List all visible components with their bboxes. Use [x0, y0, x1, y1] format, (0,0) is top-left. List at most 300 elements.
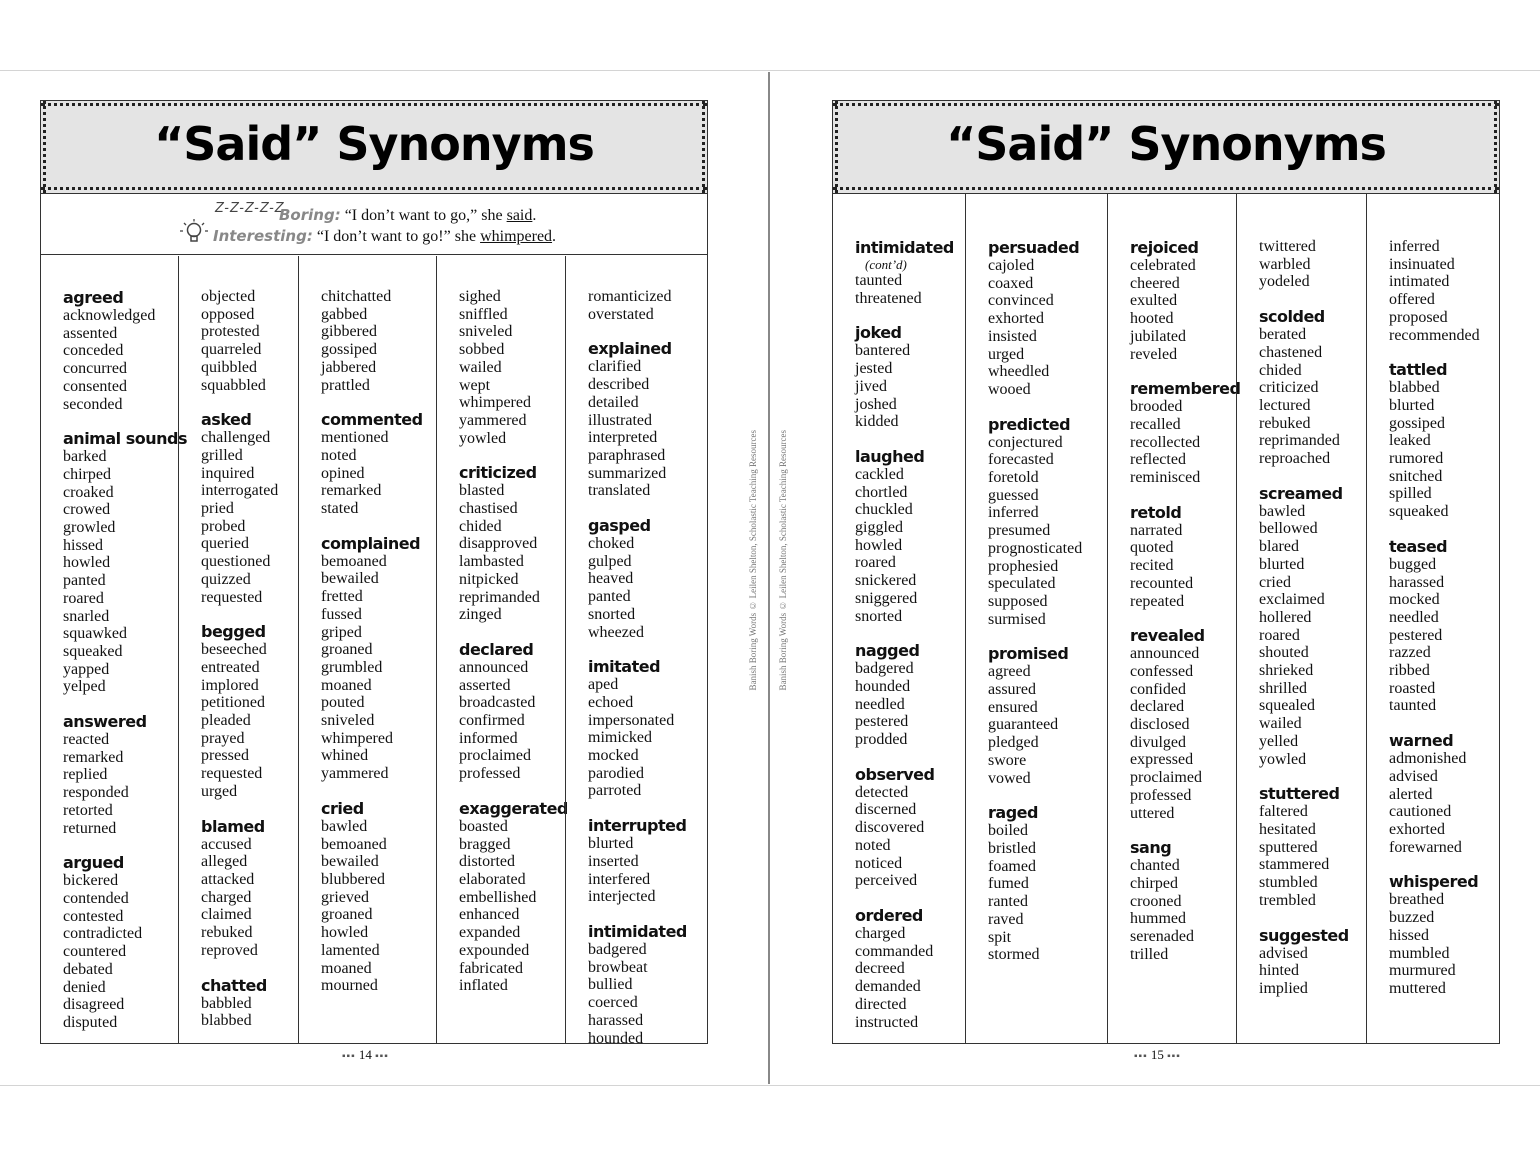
synonym-word: professed — [459, 765, 521, 783]
synonym-word: chirped — [1130, 874, 1178, 892]
synonym-heading: explained — [588, 339, 672, 359]
zzz-text: Z-Z-Z-Z-Z — [215, 201, 285, 216]
synonym-word: conjectured — [988, 433, 1063, 451]
synonym-word: quarreled — [201, 341, 262, 359]
synonym-word: protested — [201, 323, 260, 341]
synonym-word: shrieked — [1259, 662, 1314, 680]
synonym-column — [298, 256, 437, 1043]
synonym-word: directed — [855, 995, 907, 1013]
synonym-word: grieved — [321, 888, 369, 906]
synonym-word: whined — [321, 747, 369, 765]
synonym-word: assented — [63, 324, 118, 342]
synonym-word: recited — [1130, 557, 1174, 575]
synonym-word: exhorted — [988, 310, 1044, 328]
synonym-word: recollected — [1130, 433, 1201, 451]
page-number-right: ▪▪▪ 15 ▪▪▪ — [1134, 1047, 1181, 1062]
synonym-word: repeated — [1130, 592, 1185, 610]
synonym-word: bewailed — [321, 570, 379, 588]
synonym-heading: intimidated — [855, 238, 954, 257]
synonym-word: shrilled — [1259, 679, 1307, 697]
synonym-word: blasted — [459, 482, 505, 500]
synonym-word: swore — [988, 751, 1027, 769]
synonym-word: bugged — [1389, 555, 1437, 573]
synonym-word: bantered — [855, 342, 911, 360]
synonym-word: mentioned — [321, 429, 389, 447]
synonym-word: remarked — [63, 748, 124, 766]
synonym-heading: commented — [321, 410, 423, 430]
synonym-word: vowed — [988, 769, 1031, 787]
synonym-word: crooned — [1130, 892, 1182, 910]
boring-tag: Boring: — [279, 206, 341, 224]
synonym-columns — [833, 194, 1499, 1043]
synonym-word: wailed — [459, 358, 502, 376]
synonym-word: chided — [459, 517, 502, 535]
synonym-columns — [41, 256, 707, 1047]
synonym-word: reproved — [201, 941, 258, 959]
synonym-word: consented — [63, 377, 127, 395]
synonym-heading: chatted — [201, 975, 267, 995]
synonym-word: jived — [855, 377, 887, 395]
synonym-word: squabbled — [201, 376, 266, 394]
synonym-word: quibbled — [201, 358, 257, 376]
synonym-word: needled — [855, 695, 905, 713]
synonym-word: kidded — [855, 413, 899, 431]
synonym-word: razzed — [1389, 644, 1431, 662]
synonym-word: commanded — [855, 942, 934, 960]
synonym-word: hissed — [63, 536, 103, 554]
synonym-word: mumbled — [1389, 944, 1450, 962]
synonym-word: questioned — [201, 553, 271, 571]
synonym-word: heaved — [588, 570, 634, 588]
synonym-word: buzzed — [1389, 909, 1435, 927]
synonym-word: pestered — [855, 713, 909, 731]
synonym-word: described — [588, 376, 650, 394]
synonym-word: bawled — [1259, 502, 1306, 520]
synonym-word: yodeled — [1259, 273, 1310, 291]
synonym-word: yammered — [321, 765, 389, 783]
synonym-heading: answered — [63, 712, 147, 732]
synonym-word: bragged — [459, 835, 511, 853]
synonym-word: alerted — [1389, 785, 1433, 803]
synonym-word: petitioned — [201, 694, 265, 712]
synonym-word: requested — [201, 765, 263, 783]
synonym-word: contradicted — [63, 925, 143, 943]
synonym-heading: nagged — [855, 641, 920, 661]
synonym-word: rumored — [1389, 450, 1444, 468]
synonym-word: blared — [1259, 538, 1299, 556]
synonym-word: alleged — [201, 853, 248, 871]
synonym-word: interfered — [588, 870, 651, 888]
synonym-word: informed — [459, 729, 518, 747]
synonym-heading: teased — [1389, 536, 1448, 556]
synonym-word: bickered — [63, 872, 119, 890]
synonym-word: nitpicked — [459, 570, 519, 588]
synonym-word: gossiped — [321, 341, 377, 359]
synonym-heading: declared — [459, 639, 534, 659]
synonym-word: inquired — [201, 464, 255, 482]
synonym-word: proclaimed — [1130, 769, 1202, 787]
synonym-word: interpreted — [588, 429, 658, 447]
synonym-word: reminisced — [1130, 469, 1201, 487]
title-banner — [833, 101, 1499, 194]
synonym-word: concurred — [63, 360, 127, 378]
synonym-word: blurted — [588, 835, 634, 853]
synonym-word: celebrated — [1130, 257, 1196, 274]
synonym-word: summarized — [588, 464, 667, 482]
synonym-word: rebuked — [1259, 414, 1311, 432]
synonym-word: charged — [855, 924, 906, 942]
synonym-word: whimpered — [459, 394, 531, 412]
synonym-word: reflected — [1130, 451, 1186, 469]
synonym-word: clarified — [588, 358, 642, 376]
synonym-word: recalled — [1130, 415, 1181, 433]
synonym-word: cautioned — [1389, 803, 1452, 821]
synonym-word: forecasted — [988, 451, 1054, 469]
synonym-word: lamented — [321, 941, 380, 959]
synonym-word: gulped — [588, 552, 632, 570]
boring-example — [279, 206, 536, 225]
synonym-heading: imitated — [588, 657, 661, 677]
synonym-word: spit — [988, 928, 1012, 946]
synonym-word: bewailed — [321, 853, 379, 871]
synonym-word: forewarned — [1389, 838, 1462, 856]
synonym-word: cheered — [1130, 274, 1180, 292]
synonym-word: mocked — [1389, 591, 1440, 609]
synonym-word: squealed — [1259, 697, 1315, 715]
synonym-word: lectured — [1259, 396, 1311, 414]
synonym-heading: rejoiced — [1130, 238, 1199, 257]
synonym-word: chastened — [1259, 343, 1323, 361]
synonym-word: accused — [201, 835, 252, 853]
synonym-word: breathed — [1389, 891, 1445, 909]
synonym-heading: argued — [63, 853, 124, 873]
synonym-word: discovered — [855, 819, 925, 837]
synonym-word: joshed — [855, 395, 897, 413]
synonym-word: rebuked — [201, 924, 253, 942]
synonym-word: raved — [988, 910, 1024, 928]
synonym-word: harassed — [588, 1011, 644, 1029]
synonym-heading: intimidated — [588, 921, 687, 941]
synonym-word: ranted — [988, 893, 1028, 911]
synonym-heading: remembered — [1130, 379, 1241, 399]
synonym-word: charged — [201, 888, 252, 906]
synonym-word: retorted — [63, 801, 113, 819]
synonym-word: howled — [321, 924, 369, 942]
synonym-word: inserted — [588, 852, 639, 870]
synonym-word: embellished — [459, 888, 537, 906]
credit-line: Banish Boring Words © Leilen Shelton, Scholastic Teaching Resources — [748, 430, 758, 691]
synonym-word: yowled — [459, 429, 507, 447]
synonym-word: recounted — [1130, 574, 1194, 592]
synonym-word: squawked — [63, 625, 127, 643]
synonym-word: browbeat — [588, 958, 648, 976]
synonym-word: urged — [988, 345, 1025, 363]
synonym-word: overstated — [588, 305, 654, 323]
synonym-word: squeaked — [63, 642, 123, 660]
synonym-word: hounded — [588, 1029, 644, 1047]
synonym-word: trilled — [1130, 945, 1169, 963]
synonym-word: assured — [988, 681, 1036, 699]
synonym-word: snorted — [855, 607, 903, 625]
synonym-word: panted — [63, 572, 106, 590]
synonym-word: presumed — [988, 522, 1051, 540]
synonym-word: cackled — [855, 465, 904, 483]
synonym-word: moaned — [321, 959, 372, 977]
synonym-heading: suggested — [1259, 925, 1349, 945]
synonym-word: boasted — [459, 817, 508, 835]
synonym-word: lambasted — [459, 553, 524, 571]
synonym-word: reprimanded — [1259, 432, 1340, 450]
synonym-word: romanticized — [588, 288, 672, 305]
page-right — [832, 100, 1500, 1044]
synonym-word: foamed — [988, 857, 1036, 875]
synonym-word: blurted — [1389, 396, 1435, 414]
synonym-heading: laughed — [855, 446, 925, 466]
synonym-heading: joked — [855, 323, 902, 343]
synonym-word: exulted — [1130, 292, 1178, 310]
synonym-heading: cried — [321, 798, 364, 818]
synonym-heading: asked — [201, 410, 252, 430]
synonym-word: panted — [588, 588, 631, 606]
synonym-word: claimed — [201, 906, 252, 924]
synonym-word: gabbed — [321, 305, 368, 323]
synonym-word: parroted — [588, 782, 642, 800]
synonym-word: snorted — [588, 605, 636, 623]
synonym-word: demanded — [855, 978, 921, 996]
synonym-word: faltered — [1259, 803, 1308, 821]
synonym-word: crowed — [63, 501, 111, 519]
synonym-word: moaned — [321, 676, 372, 694]
synonym-word: groaned — [321, 906, 373, 924]
synonym-word: pestered — [1389, 626, 1443, 644]
synonym-heading: ordered — [855, 905, 923, 925]
synonym-word: insinuated — [1389, 255, 1455, 273]
synonym-word: jubilated — [1130, 327, 1186, 345]
synonym-word: yowled — [1259, 750, 1307, 768]
synonym-heading: scolded — [1259, 307, 1325, 327]
synonym-word: echoed — [588, 693, 634, 711]
synonym-word: yammered — [459, 411, 527, 429]
continued-note: (cont’d) — [865, 257, 907, 272]
synonym-column — [178, 256, 299, 1043]
synonym-word: roasted — [1389, 679, 1436, 697]
synonym-word: gibbered — [321, 323, 377, 341]
synonym-word: shouted — [1259, 644, 1309, 662]
synonym-word: broadcasted — [459, 694, 536, 712]
synonym-word: advised — [1259, 944, 1308, 962]
synonym-word: intimated — [1389, 273, 1450, 291]
synonym-word: roared — [1259, 626, 1300, 644]
synonym-word: detected — [855, 783, 909, 801]
synonym-word: reacted — [63, 731, 110, 749]
synonym-word: roared — [63, 589, 104, 607]
synonym-word: noted — [855, 836, 891, 854]
synonym-word: whimpered — [321, 729, 393, 747]
synonym-word: jested — [855, 360, 893, 378]
synonym-word: taunted — [855, 272, 903, 289]
synonym-word: offered — [1389, 291, 1435, 309]
synonym-word: mimicked — [588, 729, 652, 747]
synonym-word: inferred — [988, 504, 1039, 522]
synonym-word: beseeched — [201, 641, 267, 659]
synonym-word: wheedled — [988, 363, 1050, 381]
synonym-word: grumbled — [321, 658, 383, 676]
synonym-word: contested — [63, 907, 124, 925]
boring-verb: said — [506, 207, 533, 224]
synonym-word: noted — [321, 446, 357, 464]
synonym-heading: exaggerated — [459, 798, 568, 818]
synonym-word: yelled — [1259, 732, 1299, 750]
synonym-word: conceded — [63, 342, 124, 360]
synonym-word: opposed — [201, 305, 255, 323]
synonym-word: discerned — [855, 801, 917, 819]
page-number: 14 — [358, 1047, 372, 1062]
synonym-word: blurted — [1259, 555, 1305, 573]
synonym-word: muttered — [1389, 979, 1446, 997]
page-number-left: ▪▪▪ 14 ▪▪▪ — [342, 1047, 389, 1062]
synonym-word: bellowed — [1259, 520, 1318, 538]
page-left — [40, 100, 708, 1047]
synonym-word: debated — [63, 960, 113, 978]
synonym-word: chortled — [855, 483, 908, 501]
synonym-word: convinced — [988, 292, 1054, 310]
synonym-word: jabbered — [321, 358, 377, 376]
synonym-heading: sang — [1130, 838, 1172, 858]
synonym-column — [436, 256, 566, 1043]
synonym-word: quizzed — [201, 570, 251, 588]
synonym-word: replied — [63, 766, 108, 784]
synonym-word: pressed — [201, 747, 249, 765]
synonym-word: returned — [63, 819, 117, 837]
synonym-word: prodded — [855, 731, 908, 749]
synonym-word: murmured — [1389, 962, 1456, 980]
synonym-word: babbled — [201, 994, 252, 1012]
synonym-word: croaked — [63, 483, 114, 501]
synonym-word: chided — [1259, 361, 1302, 379]
synonym-word: hollered — [1259, 608, 1312, 626]
synonym-word: prognosticated — [988, 539, 1083, 557]
synonym-word: yelped — [63, 678, 106, 696]
synonym-word: chuckled — [855, 501, 913, 519]
synonym-word: inferred — [1389, 238, 1440, 255]
synonym-column — [965, 194, 1108, 1043]
book-gutter — [768, 72, 770, 1084]
synonym-word: declared — [1130, 698, 1185, 716]
synonym-column — [1366, 194, 1500, 1043]
synonym-word: snitched — [1389, 467, 1443, 485]
synonym-word: snickered — [855, 572, 917, 590]
synonym-word: confessed — [1130, 662, 1194, 680]
synonym-word: responded — [63, 784, 129, 802]
synonym-column — [41, 256, 187, 1043]
synonym-word: brooded — [1130, 398, 1183, 416]
synonym-word: insisted — [988, 327, 1037, 345]
credit-line: Banish Boring Words © Leilen Shelton, Scholastic Teaching Resources — [778, 430, 788, 691]
synonym-word: mourned — [321, 977, 378, 995]
lightbulb-icon — [179, 218, 209, 248]
synonym-word: supposed — [988, 592, 1048, 610]
synonym-word: threatened — [855, 289, 922, 307]
interesting-verb: whimpered — [480, 228, 553, 245]
synonym-heading: warned — [1389, 731, 1454, 751]
synonym-word: fumed — [988, 875, 1029, 893]
page-title: “Said” Synonyms — [946, 117, 1386, 171]
synonym-word: interrogated — [201, 482, 279, 500]
synonym-word: decreed — [855, 960, 905, 978]
synonym-word: badgered — [588, 940, 647, 958]
synonym-word: announced — [1130, 645, 1200, 663]
synonym-word: aped — [588, 676, 619, 694]
synonym-heading: persuaded — [988, 238, 1080, 257]
synonym-word: proclaimed — [459, 747, 531, 765]
synonym-word: pried — [201, 500, 234, 518]
synonym-word: cajoled — [988, 257, 1035, 274]
synonym-word: guaranteed — [988, 716, 1059, 734]
synonym-word: disclosed — [1130, 716, 1190, 734]
synonym-word: wooed — [988, 380, 1031, 398]
synonym-word: groaned — [321, 641, 373, 659]
synonym-word: pouted — [321, 694, 365, 712]
synonym-heading: tattled — [1389, 360, 1448, 380]
synonym-word: sighed — [459, 288, 501, 305]
synonym-word: implored — [201, 676, 259, 694]
synonym-word: fabricated — [459, 959, 523, 977]
synonym-word: roared — [855, 554, 896, 572]
synonym-word: opined — [321, 464, 365, 482]
synonym-heading: interrupted — [588, 816, 687, 836]
synonym-word: cried — [1259, 573, 1291, 591]
synonym-word: reveled — [1130, 345, 1178, 363]
synonym-word: bullied — [588, 976, 633, 994]
synonym-heading: revealed — [1130, 626, 1205, 646]
synonym-heading: animal sounds — [63, 429, 187, 449]
synonym-word: announced — [459, 658, 529, 676]
synonym-word: queried — [201, 535, 249, 553]
synonym-word: pledged — [988, 734, 1039, 752]
synonym-word: prayed — [201, 729, 245, 747]
synonym-word: reproached — [1259, 450, 1331, 468]
interesting-quote: “I don’t want to go!” she — [316, 228, 477, 245]
synonym-word: confided — [1130, 680, 1186, 698]
synonym-word: interjected — [588, 888, 656, 906]
synonym-word: chirped — [63, 465, 111, 483]
synonym-word: contended — [63, 889, 129, 907]
synonym-word: disputed — [63, 1013, 118, 1031]
synonym-word: surmised — [988, 610, 1046, 628]
synonym-word: wept — [459, 376, 491, 394]
synonym-word: illustrated — [588, 411, 652, 429]
synonym-heading: gasped — [588, 516, 651, 536]
synonym-word: enhanced — [459, 906, 520, 924]
synonym-word: asserted — [459, 676, 511, 694]
synonym-word: translated — [588, 482, 651, 500]
synonym-column — [1236, 194, 1367, 1043]
synonym-word: proposed — [1389, 308, 1448, 326]
synonym-word: hooted — [1130, 310, 1174, 328]
synonym-heading: observed — [855, 764, 935, 784]
synonym-word: growled — [63, 519, 116, 537]
synonym-word: wheezed — [588, 623, 644, 641]
synonym-heading: blamed — [201, 816, 265, 836]
synonym-word: countered — [63, 943, 127, 961]
synonym-word: zinged — [459, 606, 502, 624]
synonym-word: instructed — [855, 1013, 919, 1031]
synonym-word: acknowledged — [63, 307, 156, 324]
synonym-word: hounded — [855, 677, 911, 695]
synonym-word: chanted — [1130, 857, 1180, 875]
synonym-word: objected — [201, 288, 256, 305]
synonym-word: expressed — [1130, 751, 1194, 769]
